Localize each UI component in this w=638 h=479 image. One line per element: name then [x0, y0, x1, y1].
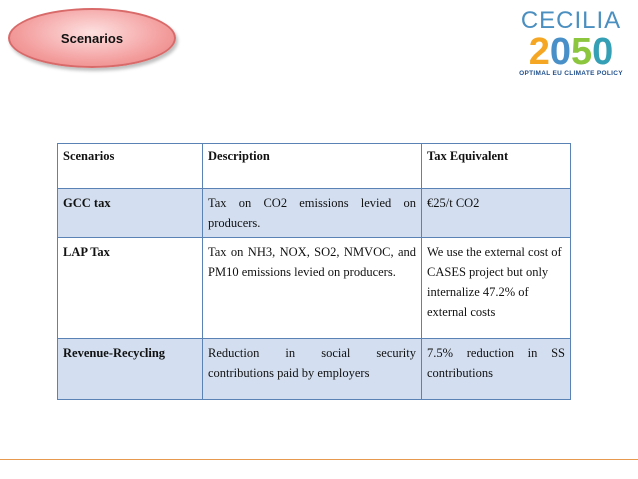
- logo-wordmark: CECILIA: [520, 7, 622, 34]
- table-row: [58, 339, 571, 400]
- tax-cell: 7.5% reduction in SS contributions: [422, 339, 571, 400]
- logo-year: [512, 31, 630, 73]
- description-cell: Reduction in social security contributions paid by employers: [203, 339, 422, 400]
- logo-digit: 0: [592, 31, 614, 73]
- scenario-cell: LAP Tax: [58, 238, 203, 339]
- tax-cell: €25/t CO2: [422, 189, 571, 238]
- table-row: [58, 189, 571, 238]
- description-cell: Tax on NH3, NOX, SO2, NMVOC, and PM10 emissions levied on producers.: [203, 238, 422, 339]
- table-row: [58, 238, 571, 339]
- logo-digit: 5: [571, 31, 593, 73]
- header-description: Description: [203, 144, 422, 189]
- description-cell: Tax on CO2 emissions levied on producers.: [203, 189, 422, 238]
- logo-digit: 2: [528, 31, 550, 73]
- scenario-cell: GCC tax: [58, 189, 203, 238]
- scenarios-table: [57, 143, 571, 400]
- logo-tagline: OPTIMAL EU CLIMATE POLICY: [519, 70, 623, 77]
- scenarios-badge: [8, 8, 176, 68]
- header-scenarios: Scenarios: [58, 144, 203, 189]
- footer-divider: [0, 459, 638, 460]
- header-tax-equivalent: Tax Equivalent: [422, 144, 571, 189]
- table-header-row: [58, 144, 571, 189]
- scenario-cell: Revenue-Recycling: [58, 339, 203, 400]
- badge-label: Scenarios: [60, 30, 124, 46]
- tax-cell: We use the external cost of CASES project but only internalize 47.2% of external costs: [422, 238, 571, 339]
- logo-digit: 0: [549, 31, 571, 73]
- cecilia-2050-logo: [512, 8, 630, 82]
